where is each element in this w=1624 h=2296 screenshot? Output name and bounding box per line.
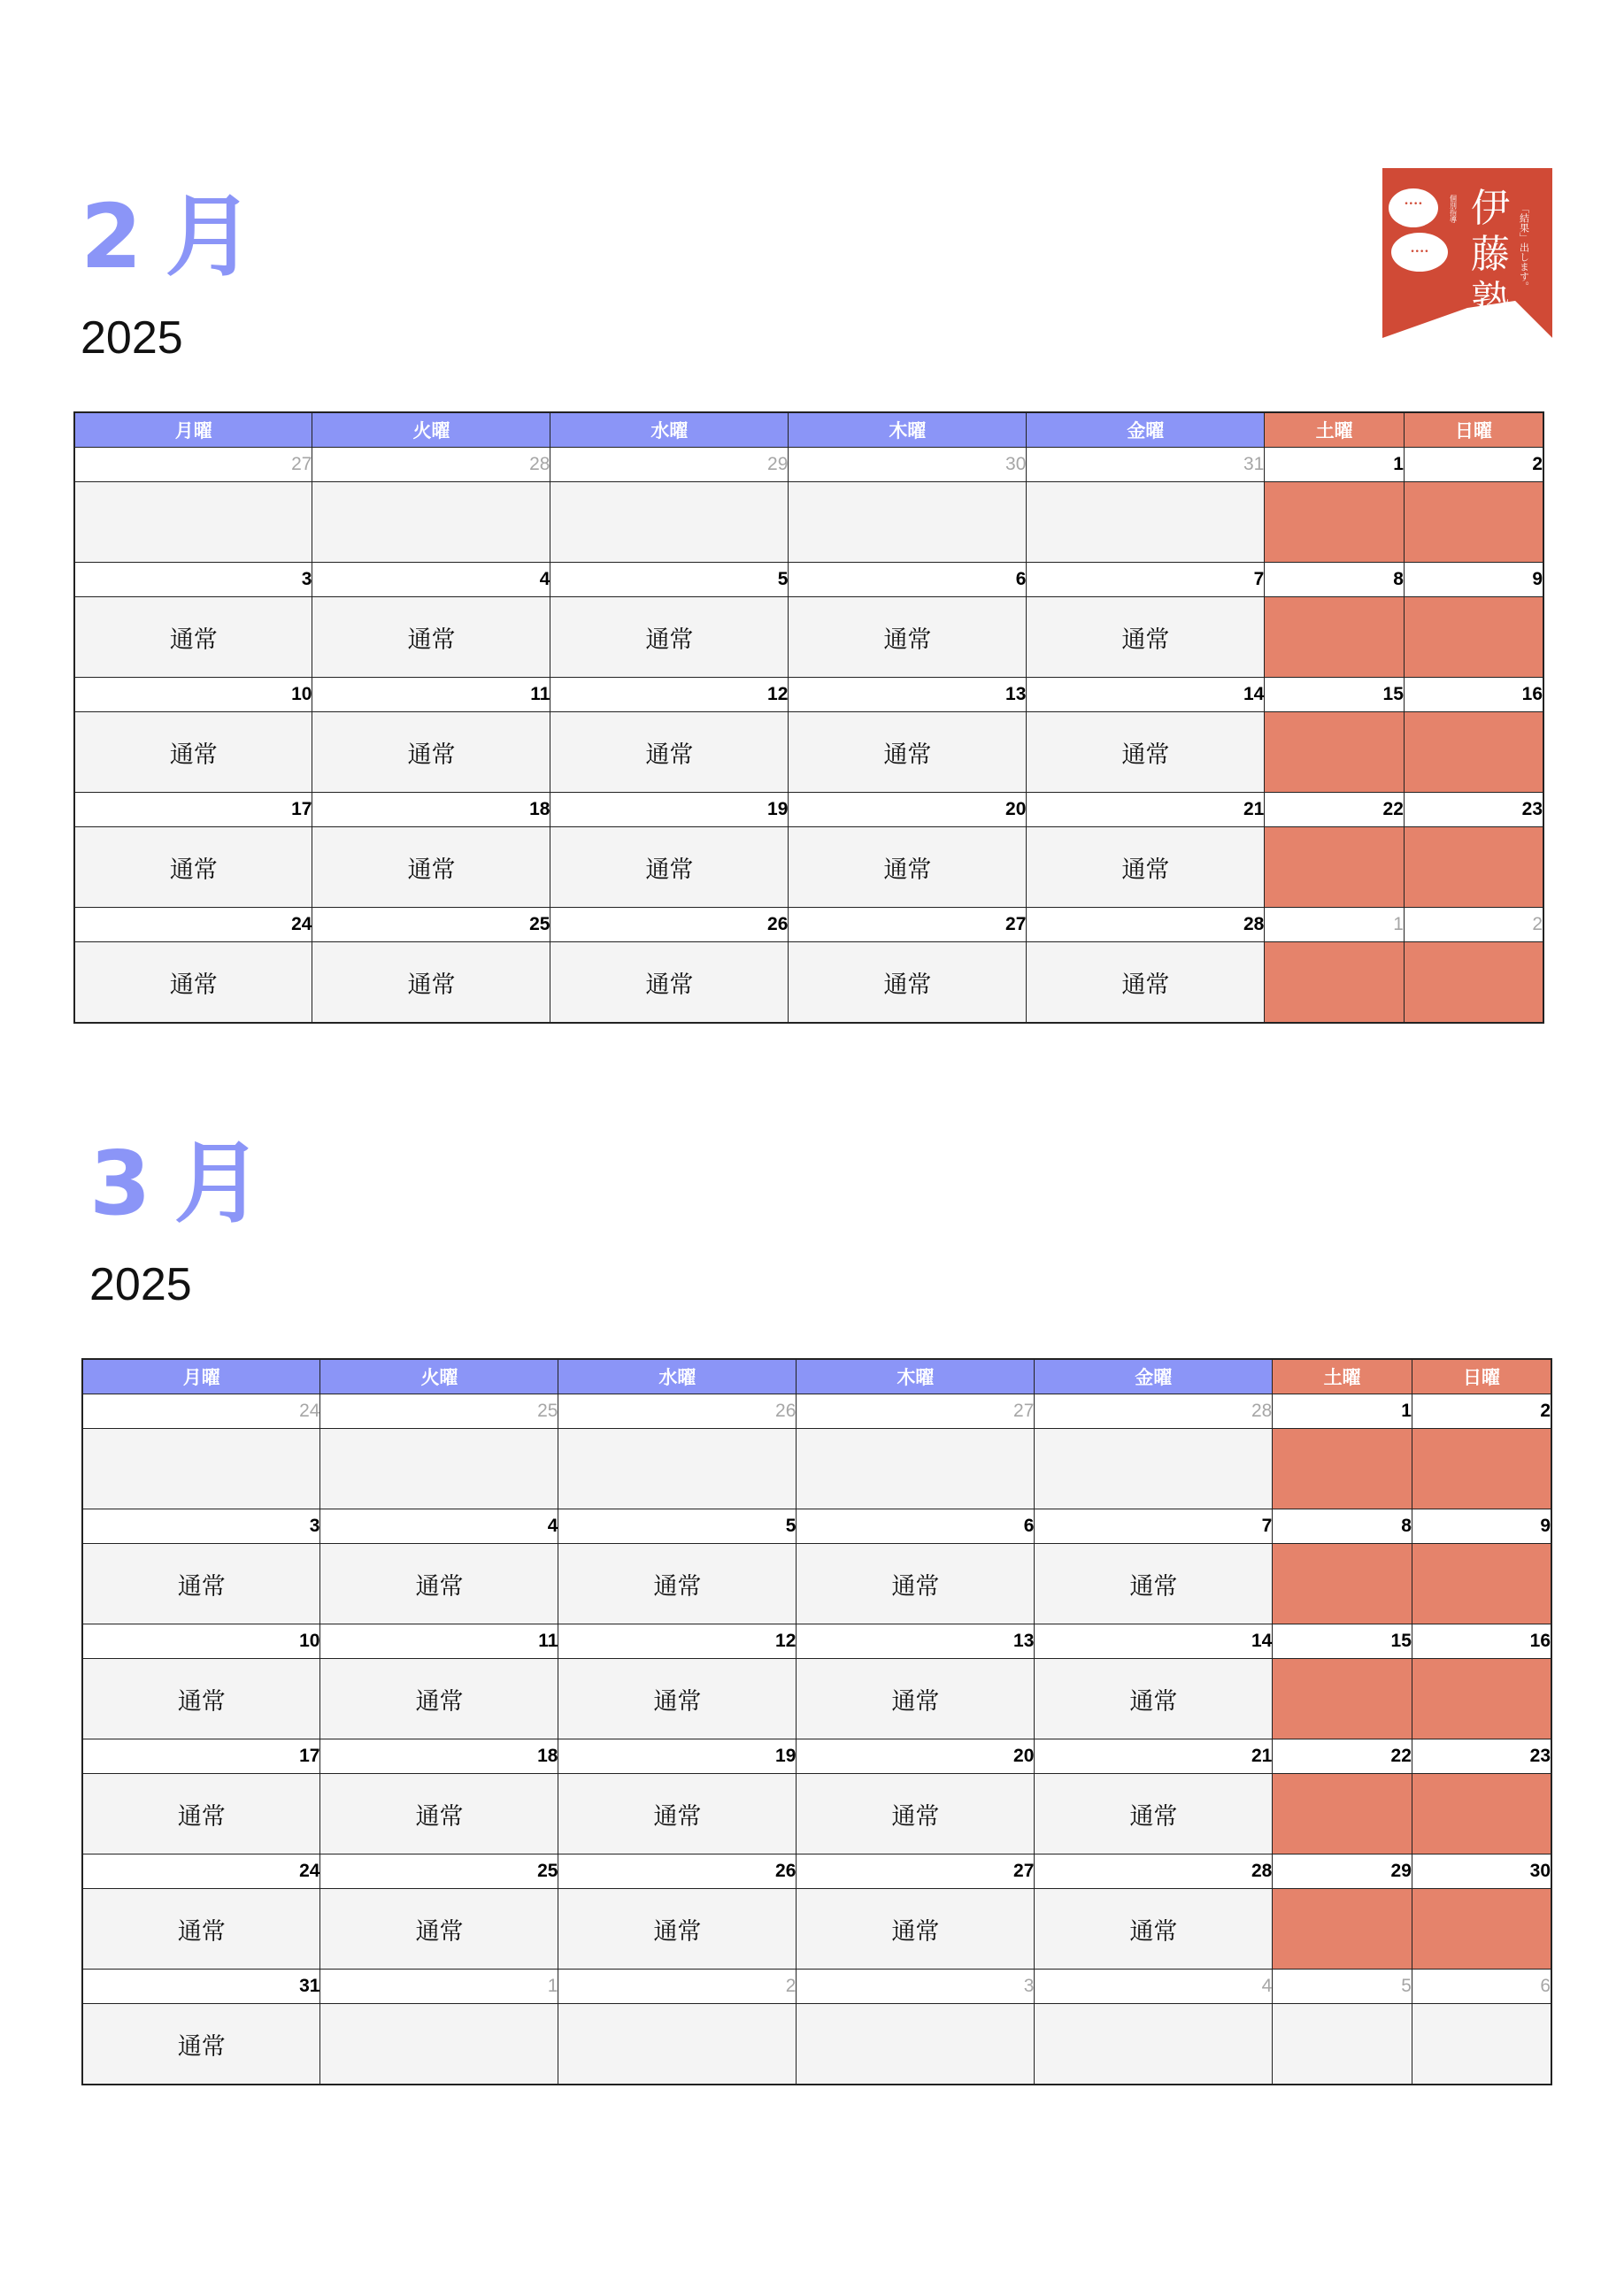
day-number: 15 (1265, 678, 1405, 712)
event-row (74, 482, 1543, 563)
day-cell[interactable]: 通常 (1035, 1544, 1273, 1624)
event-row (82, 2004, 1551, 2085)
month-header-feb (81, 185, 254, 364)
day-number: 28 (312, 448, 550, 482)
day-number: 31 (1027, 448, 1265, 482)
day-number: 4 (1035, 1970, 1273, 2004)
day-cell[interactable]: 通常 (550, 827, 789, 908)
day-number: 30 (789, 448, 1027, 482)
month-number: 2 (81, 185, 142, 288)
date-row (74, 563, 1543, 597)
day-number: 11 (320, 1624, 558, 1659)
event-row (74, 942, 1543, 1024)
day-number: 30 (1412, 1854, 1551, 1889)
day-number: 22 (1265, 793, 1405, 827)
weekday-header: 木曜 (797, 1359, 1035, 1394)
day-number: 18 (312, 793, 550, 827)
day-number: 28 (1035, 1854, 1273, 1889)
day-cell[interactable] (1412, 1774, 1551, 1854)
day-cell[interactable]: 通常 (797, 1774, 1035, 1854)
day-cell[interactable]: 通常 (82, 1774, 320, 1854)
month-title (89, 1132, 263, 1235)
day-number: 15 (1273, 1624, 1412, 1659)
day-cell[interactable] (1273, 2004, 1412, 2085)
day-cell[interactable] (1412, 1889, 1551, 1970)
date-row (74, 908, 1543, 942)
day-number: 1 (1265, 448, 1405, 482)
day-cell[interactable] (1412, 1544, 1551, 1624)
day-cell[interactable]: 通常 (82, 1889, 320, 1970)
day-cell[interactable]: 通常 (312, 942, 550, 1024)
event-row (82, 1544, 1551, 1624)
day-number: 4 (320, 1509, 558, 1544)
day-number: 2 (1404, 908, 1543, 942)
day-cell[interactable]: 通常 (550, 712, 789, 793)
day-cell[interactable]: 通常 (1027, 827, 1265, 908)
date-row (74, 793, 1543, 827)
month-label: 月 (173, 1132, 263, 1235)
day-cell[interactable] (1027, 482, 1265, 563)
logo-subtitle: 個別指導 (1449, 195, 1458, 223)
day-number: 23 (1404, 793, 1543, 827)
day-cell[interactable]: 通常 (558, 1544, 797, 1624)
day-number: 24 (82, 1854, 320, 1889)
day-number: 31 (82, 1970, 320, 2004)
day-number: 9 (1412, 1509, 1551, 1544)
year-label: 2025 (81, 312, 183, 364)
event-row (82, 1774, 1551, 1854)
day-number: 27 (789, 908, 1027, 942)
day-number: 16 (1404, 678, 1543, 712)
day-number: 21 (1035, 1739, 1273, 1774)
day-number: 6 (789, 563, 1027, 597)
weekday-header: 水曜 (550, 412, 789, 448)
day-cell[interactable]: 通常 (320, 1889, 558, 1970)
day-cell[interactable] (1273, 1544, 1412, 1624)
day-number: 3 (82, 1509, 320, 1544)
day-number: 17 (82, 1739, 320, 1774)
day-number: 27 (74, 448, 312, 482)
day-number: 11 (312, 678, 550, 712)
day-cell[interactable]: 通常 (789, 597, 1027, 678)
day-cell[interactable] (1412, 2004, 1551, 2085)
day-cell[interactable] (1412, 1659, 1551, 1739)
day-cell[interactable]: 通常 (550, 597, 789, 678)
day-number: 5 (558, 1509, 797, 1544)
day-number: 24 (74, 908, 312, 942)
day-number: 21 (1027, 793, 1265, 827)
day-cell[interactable] (1265, 482, 1405, 563)
date-row (82, 1624, 1551, 1659)
event-row (82, 1889, 1551, 1970)
day-cell[interactable] (1404, 712, 1543, 793)
weekday-header-row (74, 412, 1543, 448)
day-number: 25 (320, 1394, 558, 1429)
day-number: 18 (320, 1739, 558, 1774)
day-cell[interactable]: 通常 (1027, 942, 1265, 1024)
weekday-header-row (82, 1359, 1551, 1394)
day-number: 9 (1404, 563, 1543, 597)
weekday-header: 火曜 (312, 412, 550, 448)
day-number: 3 (74, 563, 312, 597)
day-cell[interactable]: 通常 (1027, 712, 1265, 793)
day-number: 16 (1412, 1624, 1551, 1659)
date-row (82, 1509, 1551, 1544)
day-cell[interactable] (1265, 712, 1405, 793)
day-number: 12 (558, 1624, 797, 1659)
day-number: 3 (797, 1970, 1035, 2004)
weekday-header: 日曜 (1412, 1359, 1551, 1394)
day-number: 14 (1035, 1624, 1273, 1659)
day-number: 6 (1412, 1970, 1551, 2004)
day-cell[interactable] (1273, 1429, 1412, 1509)
date-row (82, 1970, 1551, 2004)
day-cell[interactable] (558, 1429, 797, 1509)
day-cell[interactable]: 通常 (1035, 1659, 1273, 1739)
day-cell[interactable] (1412, 1429, 1551, 1509)
day-cell[interactable]: 通常 (797, 1659, 1035, 1739)
year-label: 2025 (89, 1259, 192, 1310)
date-row (82, 1854, 1551, 1889)
day-number: 19 (558, 1739, 797, 1774)
day-number: 14 (1027, 678, 1265, 712)
day-cell[interactable]: 通常 (320, 1659, 558, 1739)
weekday-header: 火曜 (320, 1359, 558, 1394)
day-cell[interactable] (1273, 1659, 1412, 1739)
day-cell[interactable]: 通常 (312, 827, 550, 908)
day-number: 13 (789, 678, 1027, 712)
weekday-header: 土曜 (1265, 412, 1405, 448)
day-cell[interactable]: 通常 (1035, 1889, 1273, 1970)
weekday-header: 水曜 (558, 1359, 797, 1394)
weekday-header: 日曜 (1404, 412, 1543, 448)
month-label: 月 (165, 185, 254, 288)
day-number: 2 (1404, 448, 1543, 482)
day-cell[interactable]: 通常 (320, 1774, 558, 1854)
day-cell[interactable] (1035, 1429, 1273, 1509)
day-cell[interactable] (1035, 2004, 1273, 2085)
day-number: 5 (1273, 1970, 1412, 2004)
day-number: 8 (1273, 1509, 1412, 1544)
month-number: 3 (89, 1132, 151, 1235)
day-cell[interactable]: 通常 (797, 1544, 1035, 1624)
day-number: 2 (1412, 1394, 1551, 1429)
weekday-header: 月曜 (82, 1359, 320, 1394)
day-number: 5 (550, 563, 789, 597)
day-number: 1 (1273, 1394, 1412, 1429)
weekday-header: 金曜 (1035, 1359, 1273, 1394)
date-row (74, 678, 1543, 712)
day-cell[interactable]: 通常 (82, 2004, 320, 2085)
day-cell[interactable] (797, 1429, 1035, 1509)
weekday-header: 月曜 (74, 412, 312, 448)
day-cell[interactable] (1273, 1889, 1412, 1970)
logo-emblem (1382, 168, 1552, 338)
calendar-february (73, 411, 1544, 1024)
day-number: 28 (1035, 1394, 1273, 1429)
day-number: 26 (550, 908, 789, 942)
weekday-header: 土曜 (1273, 1359, 1412, 1394)
day-number: 24 (82, 1394, 320, 1429)
day-cell[interactable] (558, 2004, 797, 2085)
weekday-header: 金曜 (1027, 412, 1265, 448)
month-title (81, 185, 254, 288)
weekday-header: 木曜 (789, 412, 1027, 448)
day-number: 2 (558, 1970, 797, 2004)
event-row (74, 827, 1543, 908)
day-cell[interactable]: 通常 (312, 597, 550, 678)
day-number: 27 (797, 1394, 1035, 1429)
day-cell[interactable]: 通常 (797, 1889, 1035, 1970)
day-cell[interactable] (1404, 482, 1543, 563)
day-cell[interactable] (1265, 942, 1405, 1024)
calendar-march (81, 1358, 1552, 2085)
day-cell[interactable]: 通常 (82, 1659, 320, 1739)
event-row (74, 597, 1543, 678)
day-cell[interactable] (1265, 597, 1405, 678)
day-number: 7 (1027, 563, 1265, 597)
day-cell[interactable]: 通常 (789, 942, 1027, 1024)
day-number: 12 (550, 678, 789, 712)
day-cell[interactable]: 通常 (789, 827, 1027, 908)
logo-tagline: 「結果」出します。 (1518, 203, 1530, 291)
day-cell[interactable]: 通常 (74, 597, 312, 678)
day-number: 7 (1035, 1509, 1273, 1544)
day-number: 22 (1273, 1739, 1412, 1774)
day-number: 13 (797, 1624, 1035, 1659)
day-cell[interactable] (1404, 597, 1543, 678)
event-row (82, 1429, 1551, 1509)
day-number: 10 (82, 1624, 320, 1659)
day-number: 1 (1265, 908, 1405, 942)
day-cell[interactable] (1404, 827, 1543, 908)
day-cell[interactable] (320, 2004, 558, 2085)
day-number: 20 (789, 793, 1027, 827)
day-number: 26 (558, 1394, 797, 1429)
day-cell[interactable]: 通常 (320, 1544, 558, 1624)
day-number: 6 (797, 1509, 1035, 1544)
day-cell[interactable]: 通常 (74, 827, 312, 908)
date-row (82, 1394, 1551, 1429)
day-cell[interactable]: 通常 (1027, 597, 1265, 678)
day-number: 27 (797, 1854, 1035, 1889)
day-cell[interactable] (1404, 942, 1543, 1024)
day-cell[interactable]: 通常 (82, 1544, 320, 1624)
day-number: 26 (558, 1854, 797, 1889)
day-number: 29 (550, 448, 789, 482)
day-cell[interactable] (1273, 1774, 1412, 1854)
day-cell[interactable] (74, 482, 312, 563)
day-cell[interactable] (1265, 827, 1405, 908)
day-number: 8 (1265, 563, 1405, 597)
day-cell[interactable] (312, 482, 550, 563)
day-cell[interactable] (320, 1429, 558, 1509)
event-row (82, 1659, 1551, 1739)
date-row (74, 448, 1543, 482)
day-cell[interactable] (797, 2004, 1035, 2085)
day-cell[interactable] (789, 482, 1027, 563)
svg-text:••••: •••• (1410, 248, 1429, 257)
day-cell[interactable]: 通常 (558, 1774, 797, 1854)
logo-char-2: 藤 (1471, 232, 1510, 277)
day-number: 23 (1412, 1739, 1551, 1774)
day-cell[interactable]: 通常 (789, 712, 1027, 793)
day-cell[interactable]: 通常 (550, 942, 789, 1024)
day-cell[interactable]: 通常 (74, 942, 312, 1024)
event-row (74, 712, 1543, 793)
day-number: 19 (550, 793, 789, 827)
day-cell[interactable] (82, 1429, 320, 1509)
day-number: 10 (74, 678, 312, 712)
date-row (82, 1739, 1551, 1774)
day-cell[interactable]: 通常 (1035, 1774, 1273, 1854)
day-number: 29 (1273, 1854, 1412, 1889)
day-number: 1 (320, 1970, 558, 2004)
day-number: 20 (797, 1739, 1035, 1774)
day-number: 25 (312, 908, 550, 942)
day-cell[interactable]: 通常 (558, 1889, 797, 1970)
day-number: 4 (312, 563, 550, 597)
logo-char-3: 塾 (1471, 278, 1510, 323)
month-header-mar (89, 1132, 263, 1310)
day-cell[interactable]: 通常 (558, 1659, 797, 1739)
day-cell[interactable]: 通常 (312, 712, 550, 793)
logo (1382, 168, 1552, 338)
svg-text:••••: •••• (1404, 200, 1423, 209)
day-number: 28 (1027, 908, 1265, 942)
day-cell[interactable]: 通常 (74, 712, 312, 793)
day-number: 25 (320, 1854, 558, 1889)
logo-char-1: 伊 (1471, 186, 1510, 231)
day-number: 17 (74, 793, 312, 827)
day-cell[interactable] (550, 482, 789, 563)
